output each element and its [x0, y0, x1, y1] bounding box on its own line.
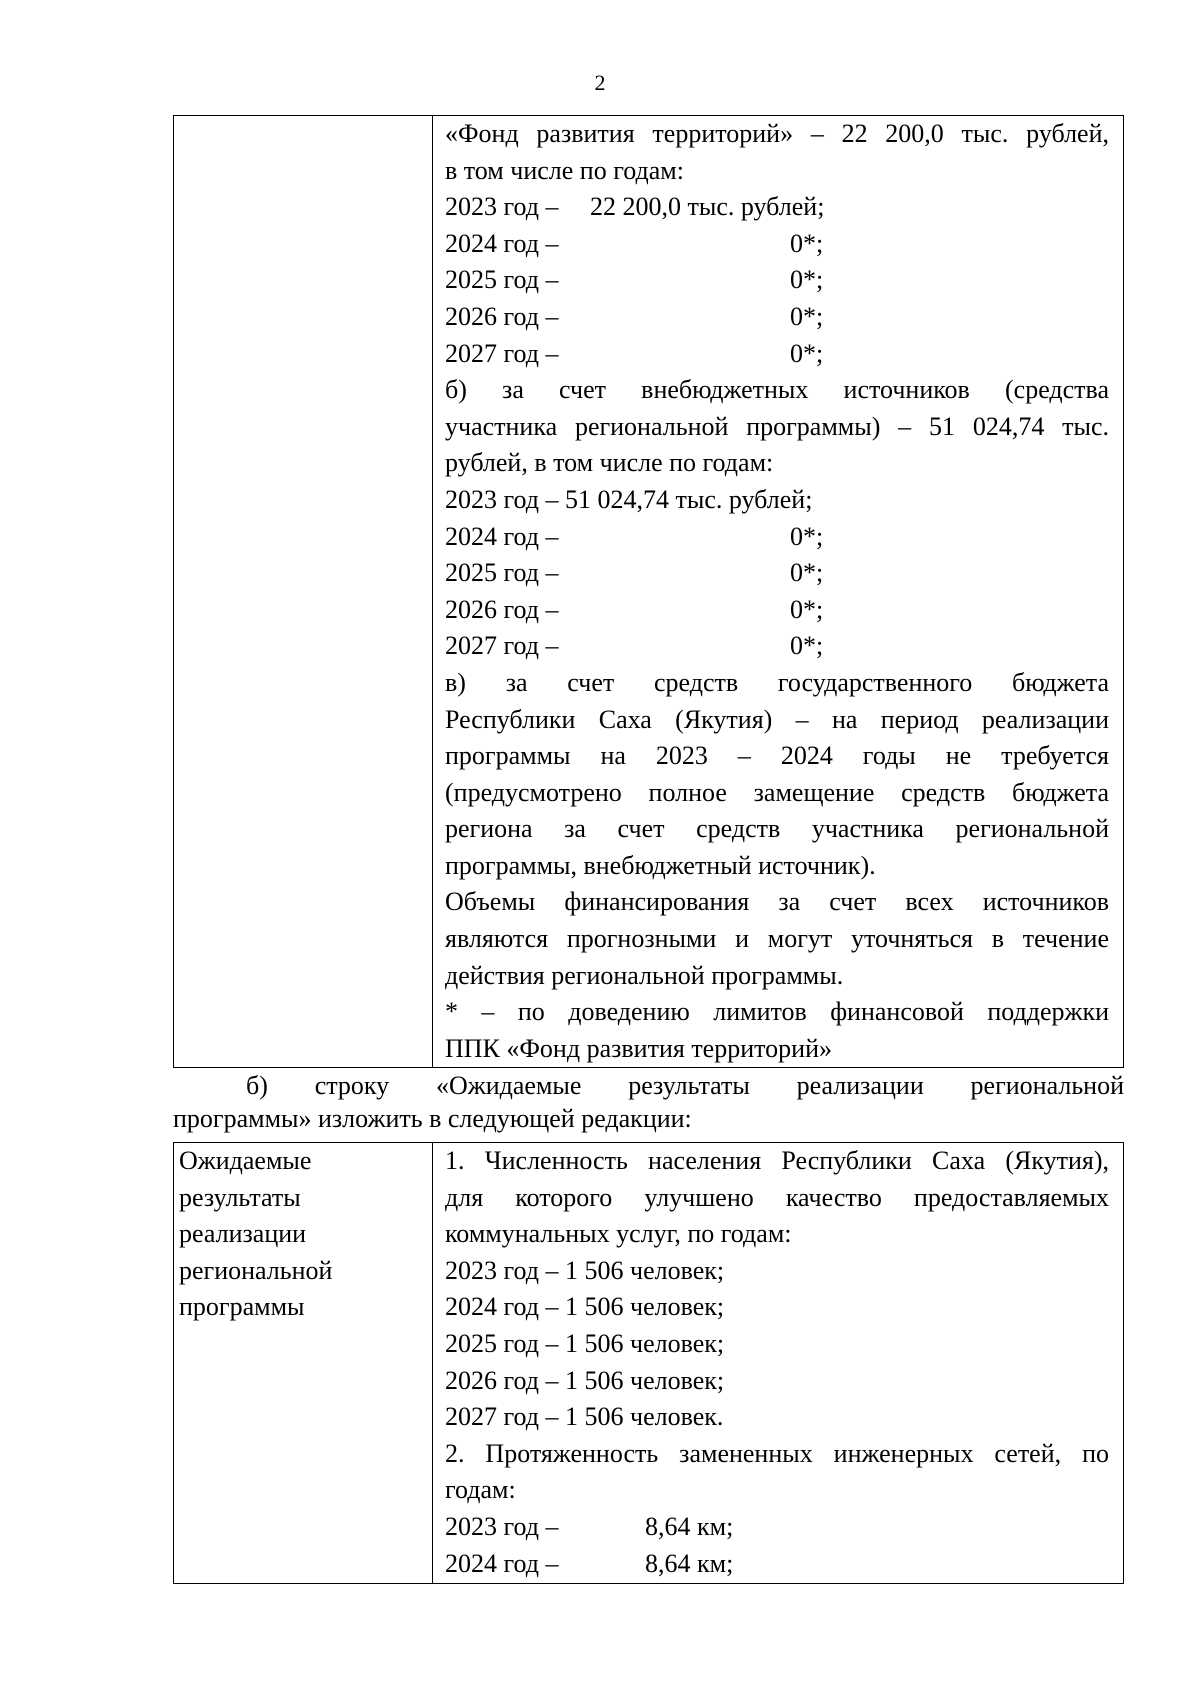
year-value: 0*; [790, 521, 824, 551]
text-line: 2027 год – 1 506 человек. [445, 1402, 724, 1432]
year-row [445, 519, 1109, 556]
text-line: рублей, в том числе по годам: [445, 448, 774, 478]
label-line: Ожидаемые [179, 1146, 312, 1175]
label-line: программы [179, 1292, 305, 1322]
text-line: 2023 год – 1 506 человек; [445, 1255, 725, 1285]
year-label: 2025 год – [445, 265, 559, 295]
year-row [445, 1546, 1109, 1583]
year-label: 2025 год – [445, 558, 559, 588]
expected-results-content-cell [433, 1143, 1124, 1584]
text-line: в том числе по годам: [445, 155, 684, 185]
year-value: 22 200,0 тыс. рублей; [590, 192, 825, 222]
year-value: 0*; [790, 338, 824, 368]
expected-results-table [173, 1142, 1124, 1584]
year-label: 2024 год – [445, 228, 559, 258]
label-line: региональной [179, 1255, 333, 1285]
year-row [445, 189, 1109, 226]
paragraph-line: б) строку «Ожидаемые результаты реализации региональной [246, 1071, 1124, 1100]
year-row [445, 555, 1109, 592]
financing-table-left-cell [174, 116, 433, 1068]
label-line: результаты [179, 1182, 301, 1212]
year-row [445, 336, 1109, 373]
year-value: 0*; [790, 558, 824, 588]
year-value: 8,64 км; [645, 1511, 734, 1541]
paragraph-line: программы» изложить в следующей редакции: [173, 1104, 692, 1133]
text-line: участника региональной программы) – 51 024,74 тыс. [445, 411, 1109, 441]
text-line: «Фонд развития территорий» – 22 200,0 тыс. рублей, [445, 119, 1109, 148]
year-value: 0*; [790, 301, 824, 331]
text-line: Объемы финансирования за счет всех источников [445, 887, 1109, 917]
financing-table-right-cell [433, 116, 1124, 1068]
year-row [445, 262, 1109, 299]
text-line: коммунальных услуг, по годам: [445, 1219, 792, 1249]
text-line: годам: [445, 1475, 516, 1505]
text-line: 1. Численность населения Республики Саха (Якутия), [445, 1146, 1109, 1175]
year-value: 0*; [790, 594, 824, 624]
year-label: 2024 год – [445, 1548, 559, 1578]
text-line: ППК «Фонд развития территорий» [445, 1033, 832, 1063]
year-label: 2023 год – [445, 1511, 559, 1541]
text-line: в) за счет средств государственного бюджета [445, 667, 1109, 697]
text-line: региона за счет средств участника региональной [445, 814, 1109, 844]
text-line: программы на 2023 – 2024 годы не требуется [445, 741, 1109, 771]
text-line: Республики Саха (Якутия) – на период реализации [445, 704, 1109, 734]
year-label: 2027 год – [445, 631, 559, 661]
year-row [445, 1509, 1109, 1546]
label-line: реализации [179, 1219, 307, 1249]
text-line: 2026 год – 1 506 человек; [445, 1365, 725, 1395]
year-row [445, 299, 1109, 336]
year-value: 0*; [790, 631, 824, 661]
year-label: 2023 год – [445, 192, 559, 222]
text-line: 2023 год – 51 024,74 тыс. рублей; [445, 484, 813, 514]
year-label: 2027 год – [445, 338, 559, 368]
year-label: 2024 год – [445, 521, 559, 551]
year-row [445, 628, 1109, 665]
text-line: б) за счет внебюджетных источников (средства [445, 375, 1109, 405]
year-row [445, 592, 1109, 629]
text-line: 2. Протяженность замененных инженерных сетей, по [445, 1438, 1109, 1468]
text-line: являются прогнозными и могут уточняться в течение [445, 924, 1109, 954]
year-label: 2026 год – [445, 301, 559, 331]
text-line: для которого улучшено качество предоставляемых [445, 1182, 1109, 1212]
expected-results-label-cell [174, 1143, 433, 1584]
text-line: (предусмотрено полное замещение средств бюджета [445, 777, 1109, 807]
year-label: 2026 год – [445, 594, 559, 624]
financing-table [173, 115, 1124, 1068]
year-row [445, 226, 1109, 263]
year-value: 0*; [790, 265, 824, 295]
text-line: * – по доведению лимитов финансовой поддержки [445, 997, 1109, 1027]
text-line: 2024 год – 1 506 человек; [445, 1292, 725, 1322]
text-line: программы, внебюджетный источник). [445, 850, 876, 880]
year-value: 0*; [790, 228, 824, 258]
text-line: действия региональной программы. [445, 960, 844, 990]
text-line: 2025 год – 1 506 человек; [445, 1328, 725, 1358]
page-number: 2 [594, 70, 606, 95]
year-value: 8,64 км; [645, 1548, 734, 1578]
amendment-paragraph [173, 1069, 1124, 1135]
